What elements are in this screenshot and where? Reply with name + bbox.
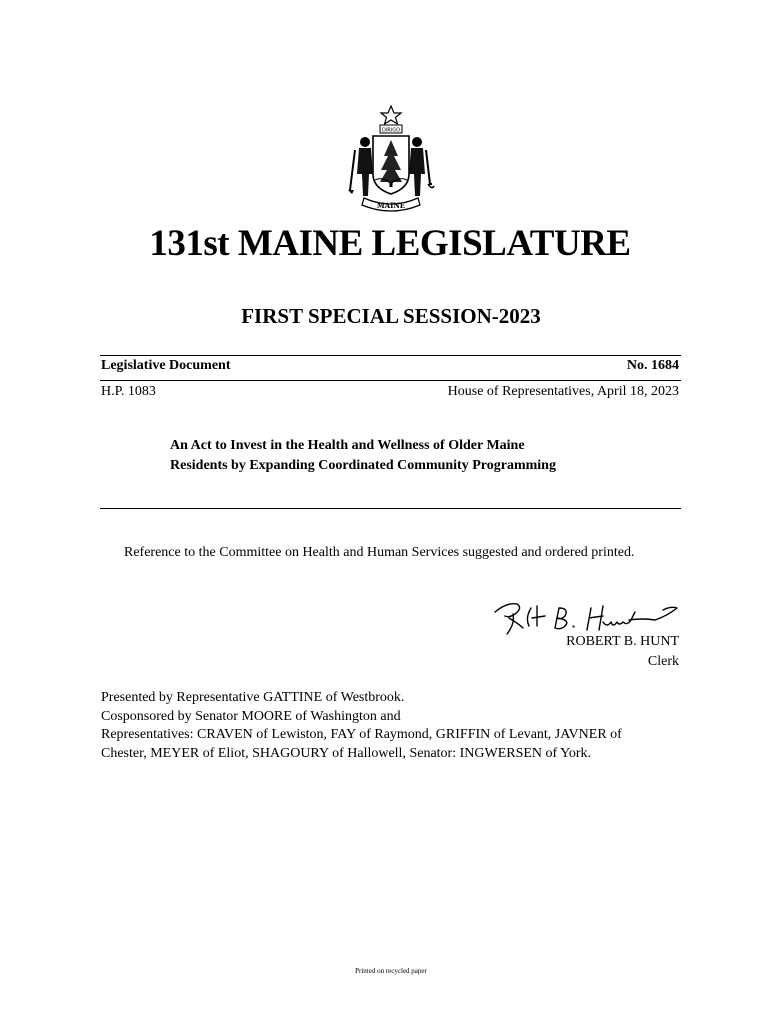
clerk-signature <box>485 594 685 638</box>
sponsors-block <box>101 689 701 763</box>
sponsor-line: Cosponsored by Senator MOORE of Washington and <box>101 708 401 724</box>
act-title-line: Residents by Expanding Coordinated Community Programming <box>170 458 556 473</box>
header-top-rule <box>100 355 681 356</box>
clerk-name: ROBERT B. HUNT <box>566 634 679 649</box>
clerk-title: Clerk <box>647 654 679 669</box>
header-bottom-rule <box>100 380 681 381</box>
chamber-date: House of Representatives, April 18, 2023 <box>447 384 679 399</box>
document-number: No. 1684 <box>626 358 679 373</box>
seal-banner-text: MAINE <box>376 201 406 210</box>
maine-state-seal <box>346 104 436 216</box>
act-title <box>170 436 640 476</box>
sponsor-line: Representatives: CRAVEN of Lewiston, FAY of Raymond, GRIFFIN of Levant, JAVNER of <box>101 727 622 742</box>
bill-info-row <box>101 384 679 400</box>
sponsor-line: Chester, MEYER of Eliot, SHAGOURY of Hallowell, Senator: INGWERSEN of York. <box>101 745 592 761</box>
sponsor-line: Presented by Representative GATTINE of Westbrook. <box>101 690 405 705</box>
seal-farmer-figure <box>348 137 373 196</box>
bill-number: H.P. 1083 <box>101 384 156 399</box>
session-heading: FIRST SPECIAL SESSION-2023 <box>241 304 541 328</box>
seal-sailor-figure <box>409 137 434 196</box>
seal-motto: DIRIGO <box>381 127 401 134</box>
page-title: 131st MAINE LEGISLATURE <box>149 223 631 264</box>
recycled-paper-footer: Printed on recycled paper <box>355 967 427 975</box>
section-divider <box>100 508 681 509</box>
committee-reference: Reference to the Committee on Health and Human Services suggested and ordered printed. <box>124 545 635 560</box>
act-title-line: An Act to Invest in the Health and Wellness of Older Maine <box>170 438 525 453</box>
legislative-document-label: Legislative Document <box>101 358 231 373</box>
document-header-row <box>101 358 679 374</box>
seal-star <box>381 106 401 124</box>
